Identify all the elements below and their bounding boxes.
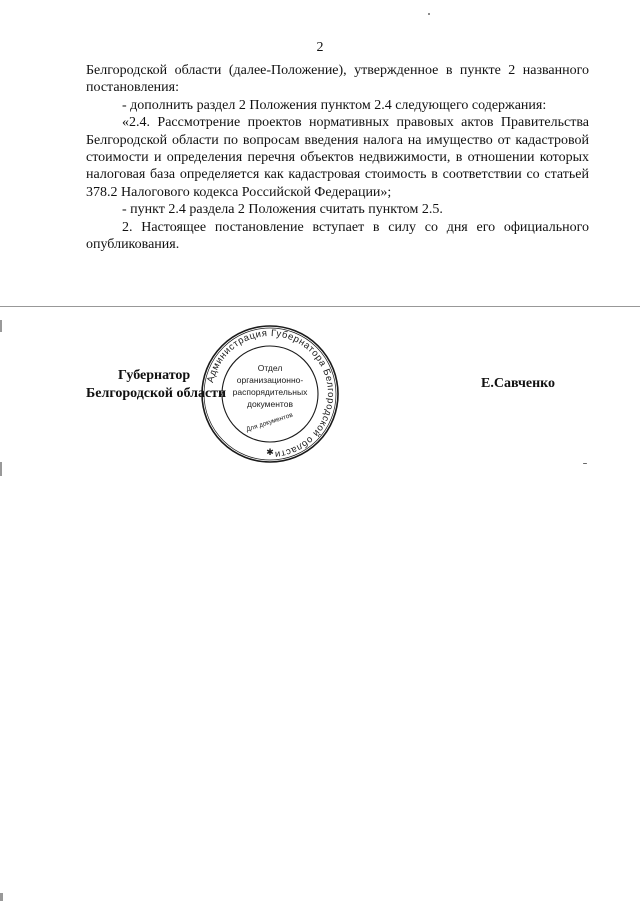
scan-speck [583, 463, 587, 464]
stamp-outer-text: Администрация Губернатора Белгородской области [205, 327, 337, 460]
document-body [86, 62, 589, 253]
paragraph-amend-section: - дополнить раздел 2 Положения пунктом 2.4 следующего содержания: [122, 97, 547, 113]
signatory-title [86, 367, 256, 403]
stamp-inner-line: документов [247, 399, 293, 409]
star-icon: ✱ [266, 448, 274, 458]
page-number: 2 [316, 40, 324, 55]
paragraph-new-clause-2-4: «2.4. Рассмотрение проектов нормативных правовых актов Правительства Белгородской области по вопросам введения налога на имущество от кадастровой стоимости и определения перечня объектов недвижимости, в отношении которых налоговая база определяется как кадастровая стоимость в соответствии со статьей 378.2 Налогового кодекса Российской Федерации»; [86, 115, 589, 200]
paragraph-renumber-clause: - пункт 2.4 раздела 2 Положения считать пунктом 2.5. [122, 202, 443, 218]
stamp-inner-line: организационно- [236, 375, 304, 385]
signatory-position: Губернатор [118, 368, 191, 383]
scan-artifact-mark [0, 462, 2, 476]
signatory-name: Е.Савченко [481, 376, 556, 391]
scan-artifact-mark [0, 320, 2, 332]
signatory-region: Белгородской области [86, 386, 227, 401]
stamp-inner-line: распорядительных [232, 387, 308, 397]
scan-speck [428, 13, 430, 15]
stamp-bottom-text: Для документов [245, 411, 294, 434]
scan-artifact-mark [0, 893, 3, 901]
scan-artifact-line [0, 306, 640, 307]
stamp-inner-line: Отдел [257, 363, 283, 373]
paragraph-effective-date: 2. Настоящее постановление вступает в силу со дня его официального опубликования. [86, 219, 589, 253]
paragraph-positions-reference: Белгородской области (далее-Положение), утвержденное в пункте 2 названного постановления: [86, 63, 589, 96]
